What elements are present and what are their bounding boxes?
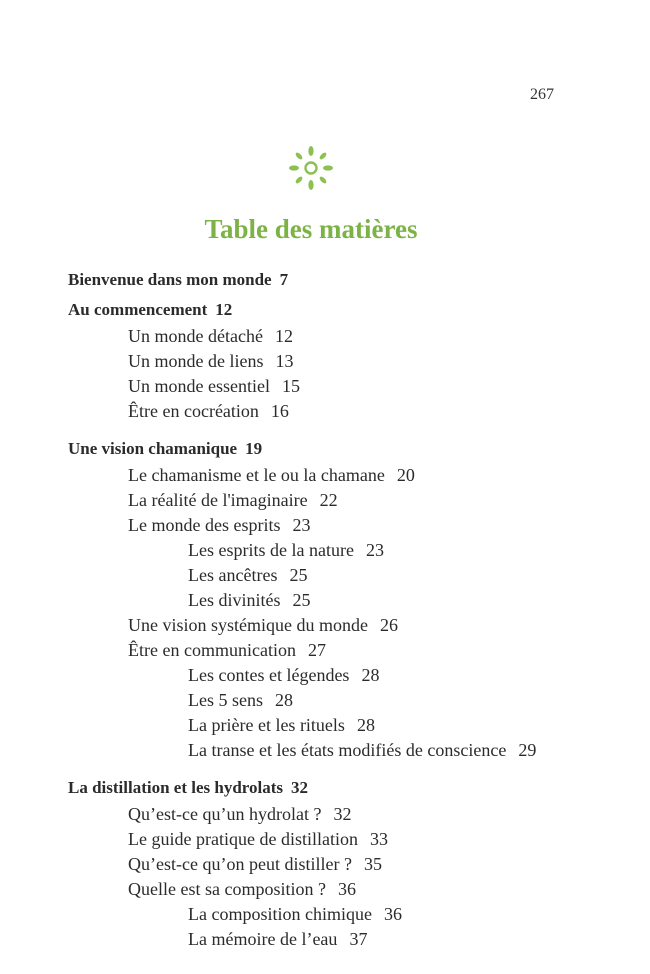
toc-entry-page: 23 [365,540,384,560]
toc-title: Table des matières [204,214,418,244]
toc-entry-page: 12 [215,300,233,319]
toc-entry-page: 19 [245,439,263,458]
toc-entry-page: 32 [291,778,309,797]
toc-entry-page: 27 [307,640,326,660]
toc-entry-title: Les divinités [188,590,281,610]
toc-entry-page: 12 [274,326,293,346]
toc-entry-page: 33 [369,829,388,849]
toc-subsection-entry[interactable] [68,852,610,877]
toc-entry-page: 28 [356,715,375,735]
toc-entry-title: La transe et les états modifiés de conscience [188,740,507,760]
page-number: 267 [530,86,554,103]
toc-section-heading[interactable] [68,296,610,324]
toc-section-heading[interactable] [68,266,610,294]
sun-flower-icon [289,146,333,190]
toc-entry-page: 16 [270,401,289,421]
toc-entry-page: 22 [319,490,338,510]
toc-subsubsection-entry[interactable] [68,538,610,563]
toc-entry-title: Les ancêtres [188,565,278,585]
toc-subsection-entry[interactable] [68,349,610,374]
toc-entry-title: Une vision chamanique [68,439,238,458]
toc-subsubsection-entry[interactable] [68,563,610,588]
toc-entry-page: 26 [379,615,398,635]
toc-subsection-entry[interactable] [68,802,610,827]
toc-entry-title: Être en cocréation [128,401,259,421]
toc-entry-title: Les contes et légendes [188,665,350,685]
toc-subsection-entry[interactable] [68,877,610,902]
toc-entry-title: Au commencement [68,300,208,319]
toc-subsection-entry[interactable] [68,638,610,663]
toc-section-heading[interactable] [68,774,610,802]
toc-subsubsection-entry[interactable] [68,927,610,952]
toc-subsection-entry[interactable] [68,399,610,424]
toc-entry-page: 29 [518,740,537,760]
toc-entry-page: 15 [281,376,300,396]
toc-entry-title: La distillation et les hydrolats [68,778,284,797]
toc-subsection-entry[interactable] [68,513,610,538]
toc-subsubsection-entry[interactable] [68,663,610,688]
toc-entry-page: 28 [361,665,380,685]
toc-subsection-entry[interactable] [68,827,610,852]
toc-entry-title: Les esprits de la nature [188,540,354,560]
toc-subsection-entry[interactable] [68,488,610,513]
toc-entry-page: 23 [292,515,311,535]
toc-entry-page: 25 [292,590,311,610]
toc-entry-page: 32 [333,804,352,824]
toc-entry-page: 37 [349,929,368,949]
toc-entry-page: 25 [289,565,308,585]
toc-entry-title: Un monde essentiel [128,376,270,396]
toc-entry-page: 35 [363,854,382,874]
toc-entry-title: La composition chimique [188,904,372,924]
toc-subsection-entry[interactable] [68,374,610,399]
toc-subsection-entry[interactable] [68,324,610,349]
toc-entry-title: La prière et les rituels [188,715,345,735]
toc-entry-title: Bienvenue dans mon monde [68,270,272,289]
toc-entry-page: 28 [275,690,293,710]
toc-entry-title: La mémoire de l’eau [188,929,338,949]
toc-subsubsection-entry[interactable] [68,688,610,713]
table-of-contents [68,266,610,952]
toc-subsection-entry[interactable] [68,463,610,488]
toc-entry-title: Qu’est-ce qu’un hydrolat ? [128,804,322,824]
toc-entry-title: Un monde détaché [128,326,263,346]
toc-subsubsection-entry[interactable] [68,713,610,738]
toc-entry-page: 13 [275,351,294,371]
toc-entry-title: Un monde de liens [128,351,264,371]
toc-entry-page: 36 [337,879,356,899]
toc-entry-title: Qu’est-ce qu’on peut distiller ? [128,854,352,874]
toc-entry-title: Quelle est sa composition ? [128,879,326,899]
toc-entry-title: Le guide pratique de distillation [128,829,358,849]
toc-subsubsection-entry[interactable] [68,588,610,613]
toc-entry-page: 36 [383,904,402,924]
toc-entry-title: La réalité de l'imaginaire [128,490,308,510]
toc-entry-title: Le chamanisme et le ou la chamane [128,465,385,485]
toc-entry-title: Le monde des esprits [128,515,281,535]
toc-entry-title: Une vision systémique du monde [128,615,368,635]
toc-entry-page: 7 [279,270,289,289]
toc-entry-page: 20 [396,465,415,485]
toc-entry-title: Les 5 sens [188,690,263,710]
toc-subsection-entry[interactable] [68,613,610,638]
toc-section-heading[interactable] [68,435,610,463]
toc-subsubsection-entry[interactable] [68,902,610,927]
toc-entry-title: Être en communication [128,640,296,660]
toc-subsubsection-entry[interactable] [68,738,610,763]
